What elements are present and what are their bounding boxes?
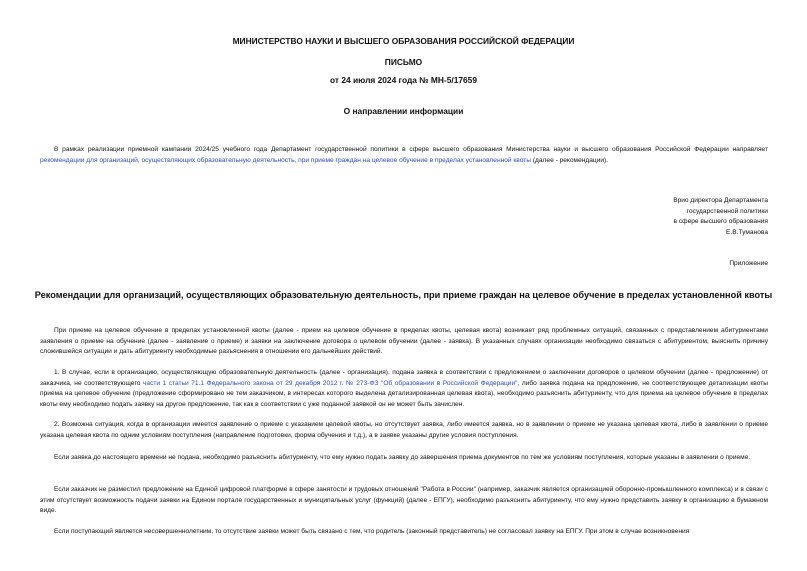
body-paragraph-3: 2. Возможна ситуация, когда в организации имеется заявление о приеме с указанием целевой квоты, но отсутствует заявка, либо имеется заявка, но в заявлении о приеме не указана целевая квота, либо в заявлении о приеме указана целевая квота по одним условиям поступления (направление подготовки, форма обучения и т.д.), а в заявке указаны другие условия поступления. (40, 421, 768, 439)
paragraph-2-text-after: , либо заявка подана на предложение, не соответствующее детализации квоты приема на целевое обучение (предложение сформировано не тем заказчиком, в интересах которого выделена детализированная целевая квота), необходимо разъяснить абитуриенту, что для приема на целевое обучение в пределах квоты ему необходимо подать заявку на другое предложение, так как в соответствии с уже поданной заявкой он не может быть зачислен. (40, 379, 768, 408)
signature-name: Е.В.Туманова (726, 228, 768, 236)
recommendations-title: Рекомендации для организаций, осуществляющих образовательную деятельность, при приеме граждан на целевое обучение в пределах установленной квоты (34, 290, 773, 300)
body-paragraph-1: При приеме на целевое обучение в пределах установленной квоты (далее - прием на целевое обучение в пределах квоты, целевая квота) возникает ряд проблемных ситуаций, связанных с представлением абитуриентами заявления о приеме на обучение (далее - заявление о приеме) и заявки на заключение договора о целевом обучении (далее - заявка). В указанных случаях организации необходимо связаться с абитуриентом, выяснить причину сложившейся ситуации и дать абитуриенту необходимые разъяснения в отношении его дальнейших действий. (40, 327, 768, 356)
appendix-label: Приложение (729, 260, 768, 267)
federal-law-link[interactable]: части 1 статьи 71.1 Федерального закона от 29 декабря 2012 г. № 273-ФЗ "Об образовании в Российской Федерации" (142, 379, 518, 387)
signature-line: Врио директора Департамента (673, 197, 768, 204)
document-date-number: от 24 июля 2024 года № МН-5/17659 (330, 75, 477, 85)
document-type: ПИСЬМО (384, 57, 423, 67)
body-paragraph-2 (40, 368, 768, 410)
intro-text-before: В рамках реализации приемной кампании 2024/25 учебного года Департамент государственной политики в сфере высшего образования Министерства науки и высшего образования Российской Федерации направляет (54, 146, 768, 153)
body-paragraph-4: Если заявка до настоящего времени не подана, необходимо разъяснить абитуриенту, что ему нужно подать заявку до завершения приема документов по тем же условиям поступления, которые указаны в заявлении о приеме. (54, 454, 751, 461)
signature-block (600, 196, 768, 238)
ministry-heading: МИНИСТЕРСТВО НАУКИ И ВЫСШЕГО ОБРАЗОВАНИЯ РОССИЙСКОЙ ФЕДЕРАЦИИ (232, 36, 575, 46)
recommendations-link[interactable]: рекомендации для организаций, осуществляющих образовательную деятельность, при приеме граждан на целевое обучение в пределах установленной квоты (40, 156, 532, 164)
intro-paragraph (40, 145, 768, 166)
paragraph-2-text-before: 1. В случае, если в организацию, осуществляющую образовательную деятельность (далее - организация), подана заявка в соответствии с предложением о заключении договоров о целевом обучении (далее - предложение) от заказчика, не соответствующего (40, 369, 768, 387)
document-subject: О направлении информации (343, 106, 464, 116)
signature-line: в сфере высшего образования (673, 218, 768, 226)
signature-line: государственной политики (686, 207, 768, 215)
intro-text-after: (далее - рекомендации). (531, 156, 609, 164)
body-paragraph-6: Если поступающий является несовершеннолетним, то отсутствие заявки может быть связано с тем, что родитель (законный представитель) не согласовал заявку на ЕПГУ. При этом в случае возникновения (54, 528, 690, 535)
body-paragraph-5: Если заказчик не разместил предложение на Единой цифровой платформе в сфере занятости и трудовых отношений "Работа в России" (например, заказчик является организацией оборонно-промышленного комплекса) и в связи с этим отсутствует возможность подачи заявки на Едином портале государственных и муниципальных услуг (функций) (далее - ЕПГУ), необходимо разъяснить абитуриенту, что ему нужно представить заявку в организацию в бумажном виде. (40, 486, 768, 515)
